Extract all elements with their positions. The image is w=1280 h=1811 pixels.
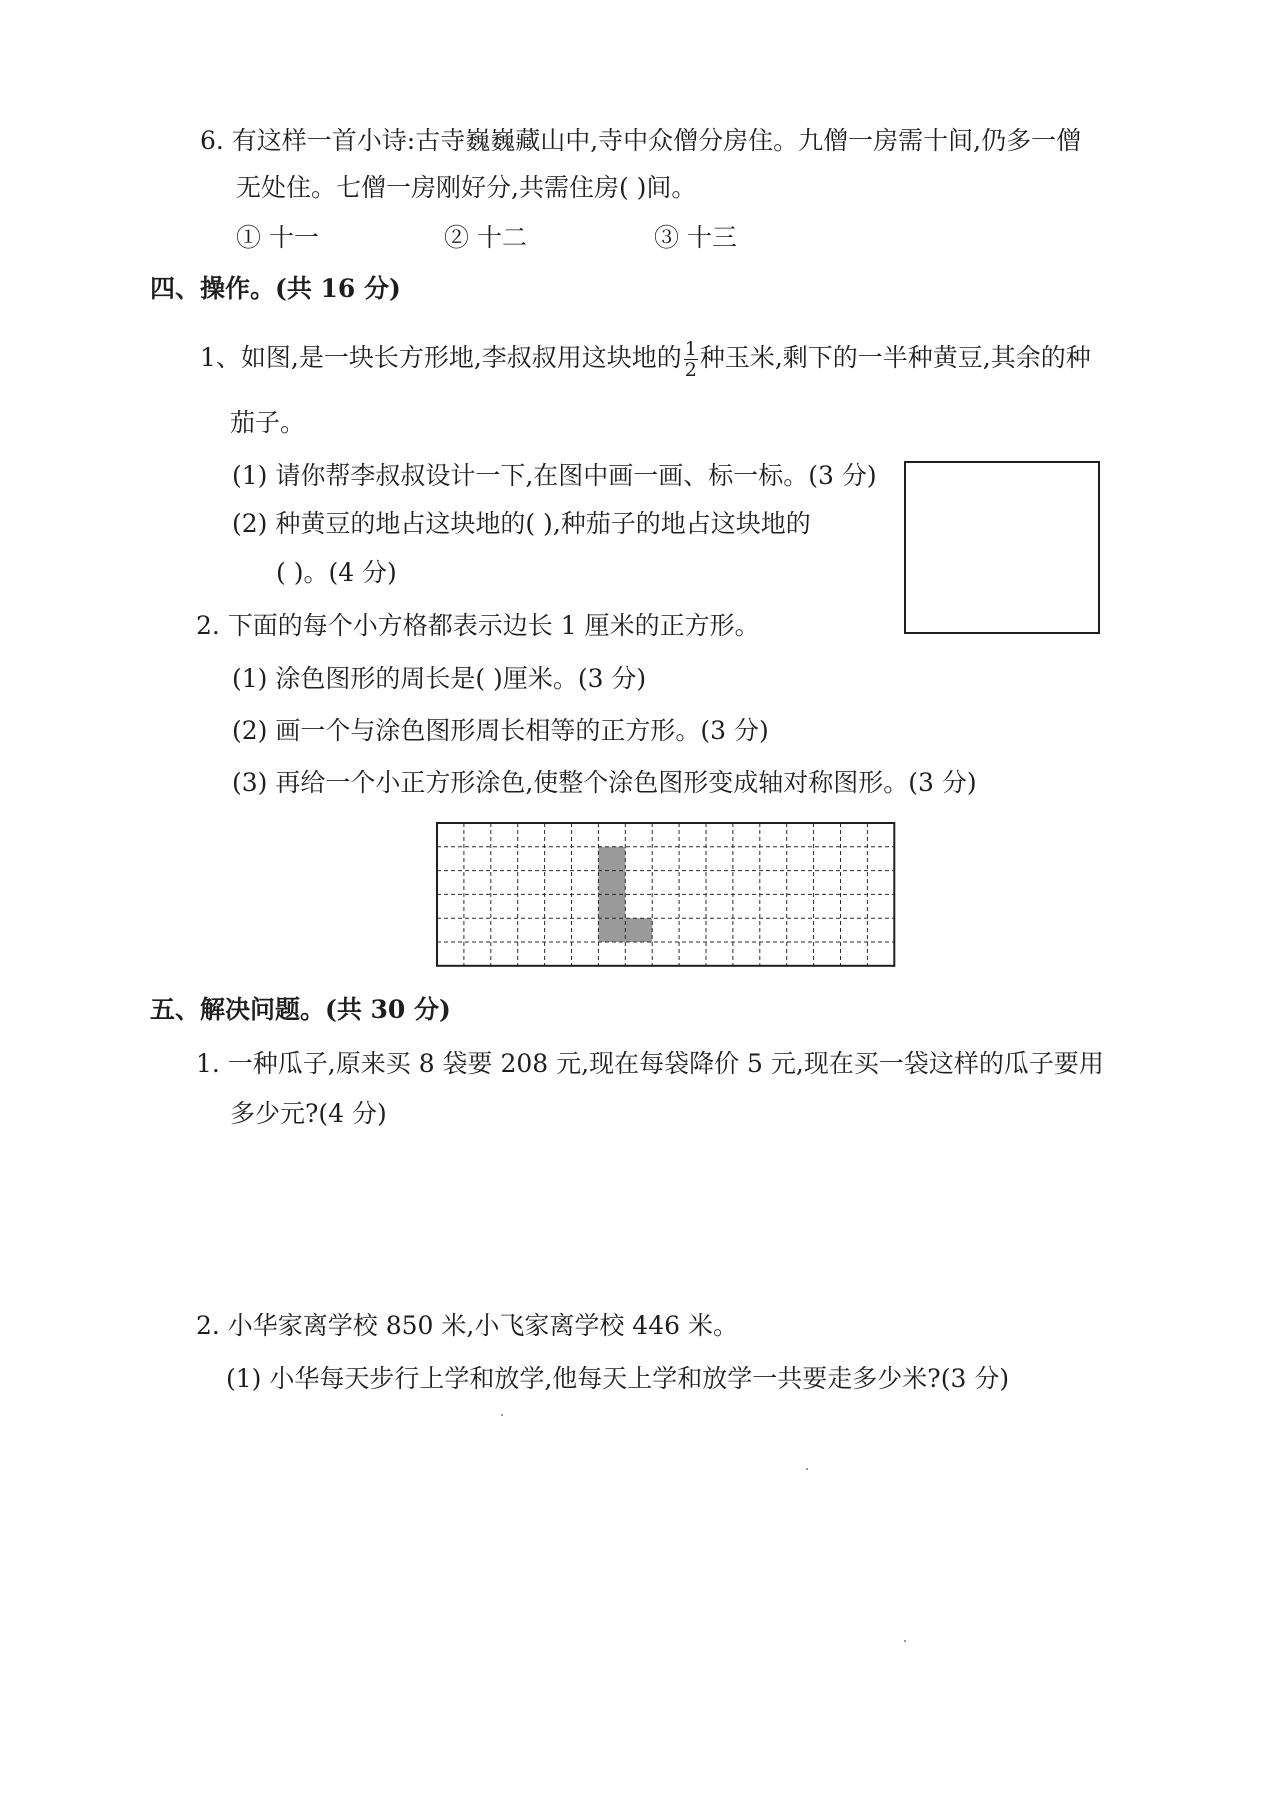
s4-q1-prefix: 1、如图,是一块长方形地,李叔叔用这块地的 — [200, 343, 682, 372]
s4-q2-sub3: (3) 再给一个小正方形涂色,使整个涂色图形变成轴对称图形。(3 分) — [232, 768, 977, 797]
q6-option-2: ② 十二 — [444, 223, 527, 252]
s4-q1-sub2b: ( )。(4 分) — [276, 558, 397, 587]
shaded-cell — [598, 847, 625, 871]
s4-q1-line1 — [200, 339, 1091, 380]
scan-speck — [501, 1414, 503, 1416]
section5-heading: 五、解决问题。(共 30 分) — [150, 995, 451, 1024]
square-grid[interactable] — [436, 822, 898, 968]
s5-q1-line1: 1. 一种瓜子,原来买 8 袋要 208 元,现在每袋降价 5 元,现在买一袋这样的瓜子要用 — [196, 1049, 1104, 1078]
s4-q1-sub2: (2) 种黄豆的地占这块地的( ),种茄子的地占这块地的 — [232, 509, 811, 538]
s4-q2-stem: 2. 下面的每个小方格都表示边长 1 厘米的正方形。 — [196, 611, 760, 640]
s4-q2-sub2: (2) 画一个与涂色图形周长相等的正方形。(3 分) — [232, 716, 769, 745]
q6-option-1: ① 十一 — [236, 223, 319, 252]
s5-q2-sub1: (1) 小华每天步行上学和放学,他每天上学和放学一共要走多少米?(3 分) — [226, 1364, 1010, 1393]
rectangle-plot-drawing-box[interactable] — [904, 461, 1100, 634]
shaded-cell — [625, 918, 652, 942]
scan-speck — [904, 1640, 906, 1642]
fraction-one-half — [684, 339, 698, 380]
fraction-numerator: 1 — [684, 338, 697, 360]
q6-line2: 无处住。七僧一房刚好分,共需住房( )间。 — [236, 173, 697, 202]
shaded-cell — [598, 894, 625, 918]
shaded-cell — [598, 871, 625, 895]
q6-option-3: ③ 十三 — [654, 223, 737, 252]
s4-q1-line2: 茄子。 — [230, 408, 306, 437]
s4-q2-sub1: (1) 涂色图形的周长是( )厘米。(3 分) — [232, 664, 647, 693]
section4-heading: 四、操作。(共 16 分) — [150, 274, 401, 303]
scan-speck — [806, 1468, 808, 1470]
s5-q2-stem: 2. 小华家离学校 850 米,小飞家离学校 446 米。 — [196, 1311, 738, 1340]
s4-q1-suffix: 种玉米,剩下的一半种黄豆,其余的种 — [699, 343, 1091, 372]
s4-q1-sub1: (1) 请你帮李叔叔设计一下,在图中画一画、标一标。(3 分) — [232, 461, 877, 490]
fraction-denominator: 2 — [684, 359, 697, 381]
shaded-cell — [598, 918, 625, 942]
s5-q1-line2: 多少元?(4 分) — [230, 1099, 387, 1128]
q6-line1: 6. 有这样一首小诗:古寺巍巍藏山中,寺中众僧分房住。九僧一房需十间,仍多一僧 — [200, 126, 1082, 155]
